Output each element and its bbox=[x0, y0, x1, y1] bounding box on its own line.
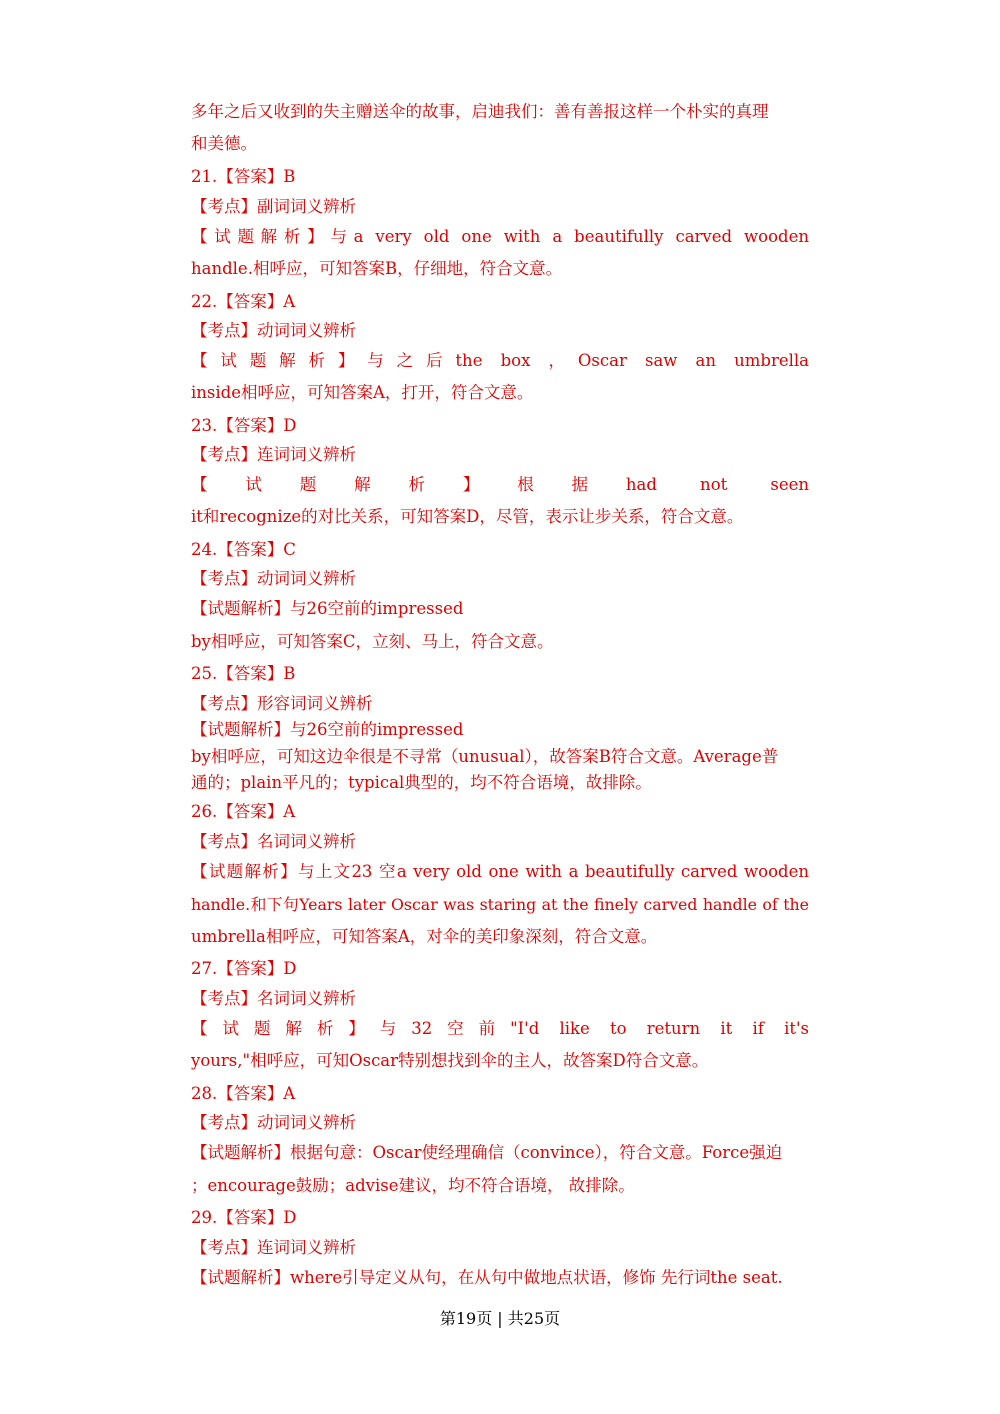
analysis-line: 【试题解析】根据句意：Oscar使经理确信（convince），符合文意。Force强迫 bbox=[191, 1143, 783, 1162]
answer-heading: 23.【答案】D bbox=[191, 416, 297, 435]
analysis-line: 【试题解析】与上文23 空a very old one with a beautifully carved wooden bbox=[191, 862, 809, 881]
text-line: ；encourage鼓励；advise建议，均不符合语境， 故排除。 bbox=[191, 1176, 635, 1195]
analysis-line: 【试题解析】根据had not seen bbox=[191, 475, 809, 494]
answer-heading: 27.【答案】D bbox=[191, 959, 297, 978]
text-line: 和美德。 bbox=[191, 134, 257, 153]
topic-line: 【考点】名词词义辨析 bbox=[191, 832, 356, 851]
topic-line: 【考点】动词词义辨析 bbox=[191, 1113, 356, 1132]
topic-line: 【考点】副词词义辨析 bbox=[191, 197, 356, 216]
page-number-footer: 第19页 | 共25页 bbox=[439, 1309, 561, 1328]
topic-line: 【考点】名词词义辨析 bbox=[191, 989, 356, 1008]
topic-line: 【考点】形容词词义辨析 bbox=[191, 694, 373, 713]
analysis-line: 【试题解析】与a very old one with a beautifully carved wooden bbox=[191, 227, 809, 246]
text-line: by相呼应，可知这边伞很是不寻常（unusual），故答案B符合文意。Average普 bbox=[191, 747, 779, 766]
text-line: yours,"相呼应，可知Oscar特别想找到伞的主人，故答案D符合文意。 bbox=[191, 1051, 709, 1070]
topic-line: 【考点】连词词义辨析 bbox=[191, 1238, 356, 1257]
text-line: handle.相呼应，可知答案B，仔细地，符合文意。 bbox=[191, 259, 563, 278]
text-line: it和recognize的对比关系，可知答案D，尽管，表示让步关系，符合文意。 bbox=[191, 507, 744, 526]
answer-heading: 29.【答案】D bbox=[191, 1208, 297, 1227]
topic-line: 【考点】动词词义辨析 bbox=[191, 569, 356, 588]
topic-line: 【考点】动词词义辨析 bbox=[191, 321, 356, 340]
analysis-line: 【试题解析】与26空前的impressed bbox=[191, 599, 464, 618]
text-line: 通的；plain平凡的；typical典型的，均不符合语境，故排除。 bbox=[191, 773, 652, 792]
text-line: inside相呼应，可知答案A，打开，符合文意。 bbox=[191, 383, 534, 402]
text-line: by相呼应，可知答案C，立刻、马上，符合文意。 bbox=[191, 632, 554, 651]
text-line: 多年之后又收到的失主赠送伞的故事，启迪我们：善有善报这样一个朴实的真理 bbox=[191, 102, 769, 121]
topic-line: 【考点】连词词义辨析 bbox=[191, 445, 356, 464]
answer-heading: 24.【答案】C bbox=[191, 540, 296, 559]
answer-heading: 28.【答案】A bbox=[191, 1084, 296, 1103]
analysis-line: 【试题解析】与32空前"I'd like to return it if it's bbox=[191, 1019, 809, 1038]
answer-heading: 21.【答案】B bbox=[191, 167, 296, 186]
analysis-line: 【试题解析】与之后the box ，Oscar saw an umbrella bbox=[191, 351, 809, 370]
answer-heading: 22.【答案】A bbox=[191, 292, 296, 311]
answer-heading: 26.【答案】A bbox=[191, 802, 296, 821]
analysis-line: 【试题解析】与26空前的impressed bbox=[191, 720, 464, 739]
text-line: handle.和下句Years later Oscar was staring at the finely carved handle of the bbox=[191, 895, 809, 914]
analysis-line: 【试题解析】where引导定义从句，在从句中做地点状语，修饰 先行词the seat. bbox=[191, 1268, 783, 1287]
answer-heading: 25.【答案】B bbox=[191, 664, 296, 683]
text-line: umbrella相呼应，可知答案A，对伞的美印象深刻，符合文意。 bbox=[191, 927, 658, 946]
